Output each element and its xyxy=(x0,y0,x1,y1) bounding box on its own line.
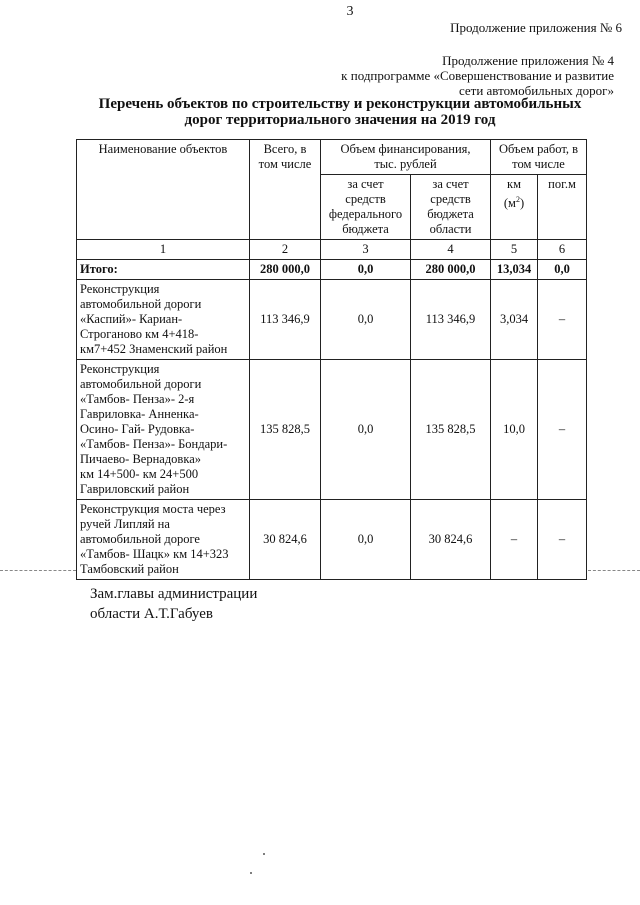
header-pogm: пог.м xyxy=(538,175,587,240)
total-row xyxy=(77,260,587,280)
header-works-line: том числе xyxy=(512,157,565,171)
header-km-label: км xyxy=(507,177,521,191)
header-financing-line: тыс. рублей xyxy=(374,157,437,171)
signature-block xyxy=(90,584,257,624)
object-km: 10,0 xyxy=(491,360,538,500)
object-total: 30 824,6 xyxy=(250,500,321,580)
header-km xyxy=(491,175,538,240)
header-regional-line: средств xyxy=(430,192,471,206)
object-name-line: Реконструкция xyxy=(80,282,160,296)
object-name-line: Строганово км 4+418- xyxy=(80,327,199,341)
header-federal xyxy=(321,175,411,240)
signature-name: области А.Т.Габуев xyxy=(90,606,213,622)
object-km: 3,034 xyxy=(491,280,538,360)
objects-table xyxy=(76,139,587,580)
object-name-line: Гавриловка- Анненка- xyxy=(80,407,199,421)
column-numbers-row xyxy=(77,240,587,260)
header-name: Наименование объектов xyxy=(77,140,250,240)
header-federal-line: бюджета xyxy=(342,222,389,236)
col-number: 4 xyxy=(411,240,491,260)
table-row xyxy=(77,280,587,360)
page-number: 3 xyxy=(346,4,354,19)
header-total-line: Всего, в xyxy=(263,142,307,156)
object-name xyxy=(77,280,250,360)
object-name-line: Осино- Гай- Рудовка- xyxy=(80,422,195,436)
header-regional xyxy=(411,175,491,240)
col-number: 6 xyxy=(538,240,587,260)
object-name-line: км 14+500- км 24+500 xyxy=(80,467,199,481)
object-name xyxy=(77,500,250,580)
header-m2-label: $(м^2)$ xyxy=(503,195,525,211)
total-pogm: 0,0 xyxy=(538,260,587,280)
object-pogm: – xyxy=(538,360,587,500)
object-km: – xyxy=(491,500,538,580)
object-name-line: «Тамбов- Шацк» км 14+323 xyxy=(80,547,229,561)
object-pogm: – xyxy=(538,500,587,580)
object-name-line: «Тамбов- Пенза»- 2-я xyxy=(80,392,195,406)
col-number: 2 xyxy=(250,240,321,260)
appendix-4-line: к подпрограмме «Совершенствование и развитие xyxy=(341,68,614,83)
object-federal: 0,0 xyxy=(321,500,411,580)
total-sum: 280 000,0 xyxy=(250,260,321,280)
object-name-line: автомобильной дороги xyxy=(80,377,202,391)
appendix-6-note: Продолжение приложения № 6 xyxy=(450,20,622,35)
object-regional: 113 346,9 xyxy=(411,280,491,360)
object-name-line: автомобильной дороге xyxy=(80,532,200,546)
object-name-line: Реконструкция моста через xyxy=(80,502,226,516)
header-federal-line: средств xyxy=(345,192,386,206)
table-row xyxy=(77,360,587,500)
object-name-line: Реконструкция xyxy=(80,362,160,376)
title-line: Перечень объектов по строительству и реконструкции автомобильных xyxy=(98,96,582,112)
header-total-line: том числе xyxy=(258,157,312,171)
object-name-line: «Тамбов- Пенза»- Бондари- xyxy=(80,437,228,451)
header-federal-line: за счет xyxy=(347,177,384,191)
col-number: 1 xyxy=(77,240,250,260)
header-regional-line: области xyxy=(429,222,472,236)
scan-speck xyxy=(263,853,265,855)
object-name-line: автомобильной дороги xyxy=(80,297,202,311)
object-name-line: км7+452 Знаменский район xyxy=(80,342,228,356)
object-name-line: Гавриловский район xyxy=(80,482,190,496)
header-works-line: Объем работ, в xyxy=(498,142,579,156)
object-name-line: Пичаево- Вернадовка» xyxy=(80,452,202,466)
object-federal: 0,0 xyxy=(321,280,411,360)
title-line: дорог территориального значения на 2019 год xyxy=(184,112,496,128)
total-regional: 280 000,0 xyxy=(411,260,491,280)
scan-line-left xyxy=(0,570,76,571)
header-row xyxy=(77,140,587,175)
object-federal: 0,0 xyxy=(321,360,411,500)
header-federal-line: федерального xyxy=(328,207,403,221)
header-financing xyxy=(321,140,491,175)
object-regional: 135 828,5 xyxy=(411,360,491,500)
header-works xyxy=(491,140,587,175)
total-federal: 0,0 xyxy=(321,260,411,280)
object-regional: 30 824,6 xyxy=(411,500,491,580)
total-label: Итого: xyxy=(77,260,250,280)
object-name xyxy=(77,360,250,500)
object-total: 113 346,9 xyxy=(250,280,321,360)
scan-speck xyxy=(250,872,252,874)
header-regional-line: за счет xyxy=(432,177,469,191)
object-pogm: – xyxy=(538,280,587,360)
scan-line-right xyxy=(588,570,640,571)
header-financing-line: Объем финансирования, xyxy=(340,142,471,156)
header-regional-line: бюджета xyxy=(427,207,474,221)
total-km: 13,034 xyxy=(491,260,538,280)
document-title xyxy=(80,96,600,128)
appendix-4-line: Продолжение приложения № 4 xyxy=(442,53,614,68)
signature-position: Зам.главы администрации xyxy=(90,586,258,602)
object-total: 135 828,5 xyxy=(250,360,321,500)
col-number: 3 xyxy=(321,240,411,260)
appendix-4-line: сети автомобильных дорог» xyxy=(458,83,614,98)
appendix-4-note xyxy=(294,53,614,98)
header-total xyxy=(250,140,321,240)
col-number: 5 xyxy=(491,240,538,260)
object-name-line: Тамбовский район xyxy=(80,562,179,576)
object-name-line: «Каспий»- Кариан- xyxy=(80,312,183,326)
object-name-line: ручей Липляй на xyxy=(80,517,170,531)
table-row xyxy=(77,500,587,580)
